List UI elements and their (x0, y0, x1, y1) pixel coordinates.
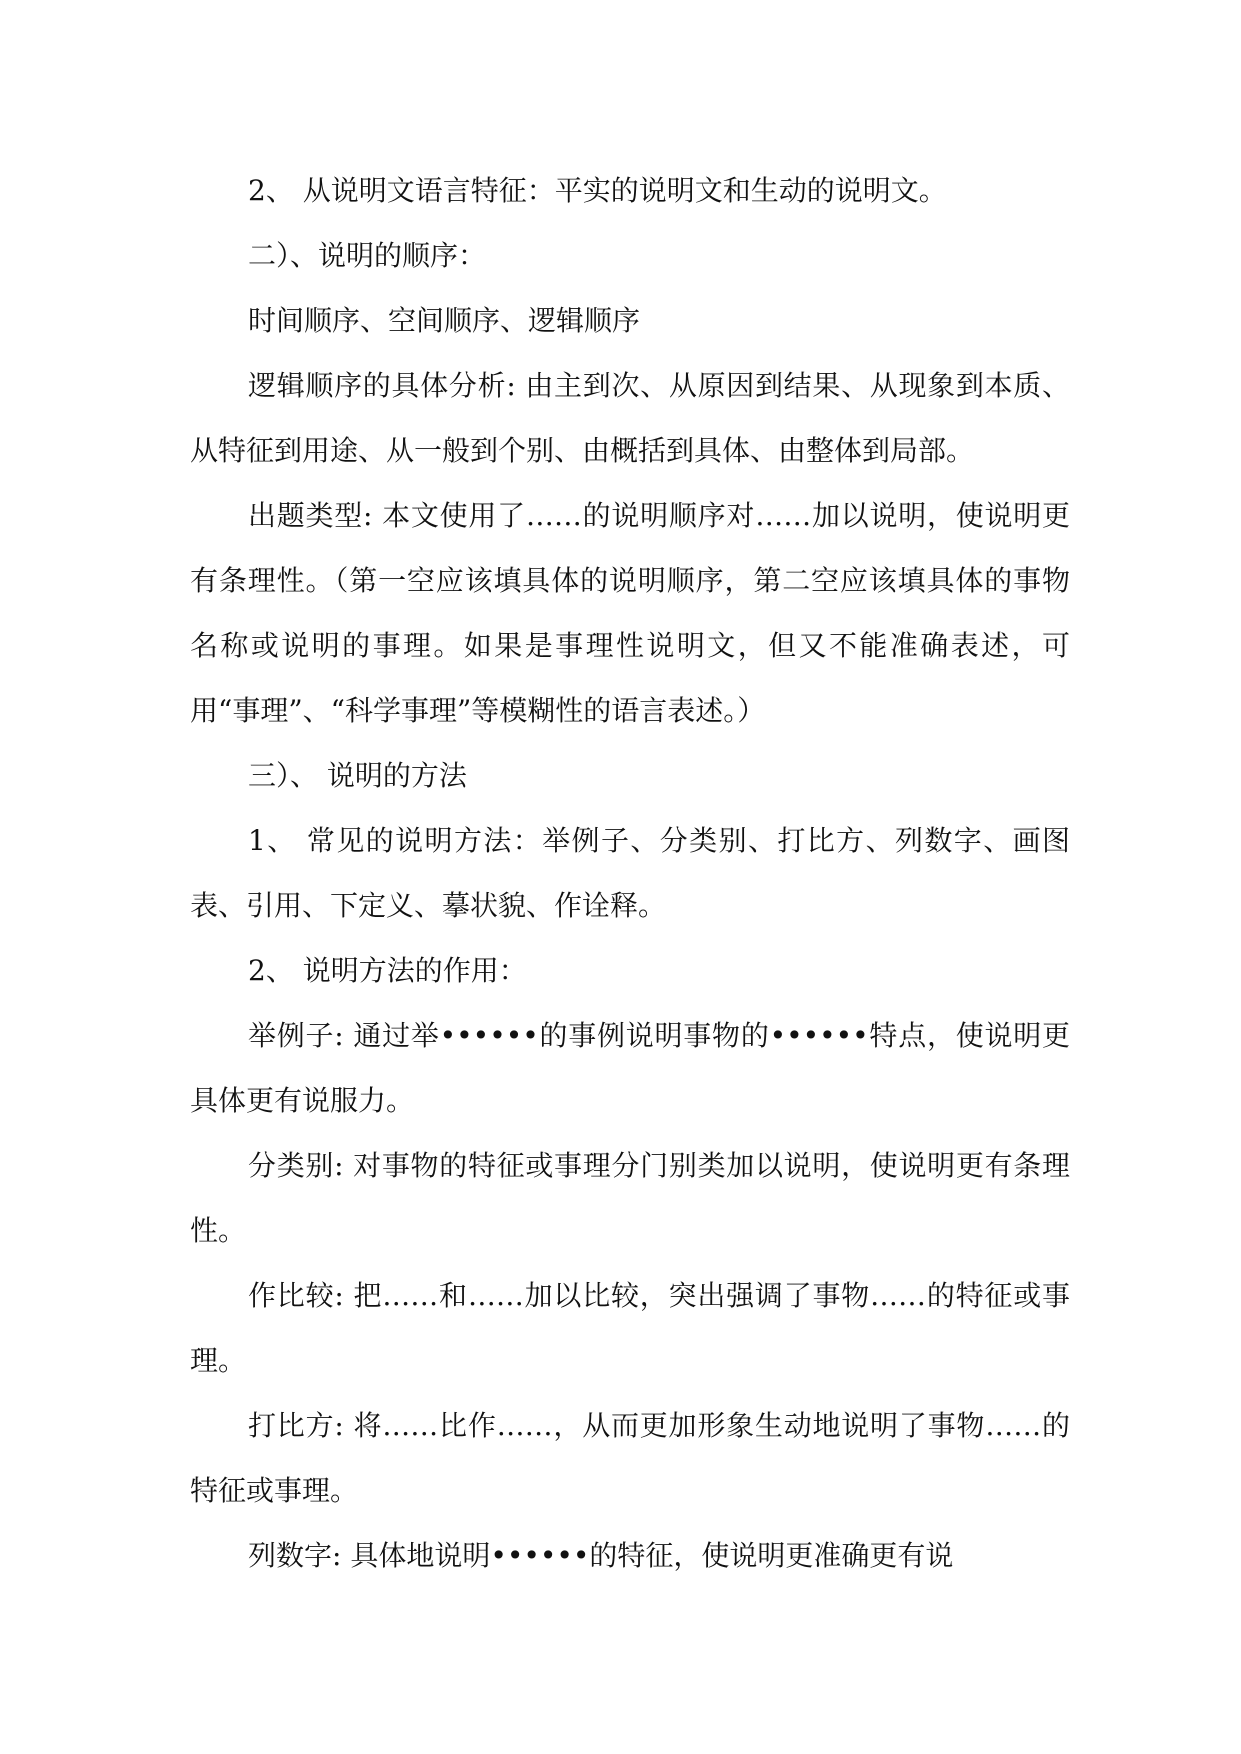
paragraph-classification-method: 分类别: 对事物的特征或事理分门别类加以说明，使说明更有条理性。 (190, 1149, 1070, 1247)
paragraph-language-features: 2、 从说明文语言特征：平实的说明文和生动的说明文。 (248, 174, 947, 207)
paragraph-logical-order-analysis: 逻辑顺序的具体分析: 由主到次、从原因到结果、从现象到本质、从特征到用途、从一般到个别、由概括到具体、由整体到局部。 (190, 369, 1070, 467)
heading-explanation-order: 二）、说明的顺序： (248, 239, 487, 272)
paragraph-analogy-method: 打比方: 将……比作……，从而更加形象生动地说明了事物……的特征或事理。 (190, 1409, 1070, 1507)
paragraph-comparison-method: 作比较: 把……和……加以比较，突出强调了事物……的特征或事理。 (190, 1279, 1070, 1377)
paragraph-order-types: 时间顺序、空间顺序、逻辑顺序 (248, 304, 641, 337)
paragraph-question-type: 出题类型: 本文使用了……的说明顺序对……加以说明，使说明更有条理性。（第一空应该填具体的说明顺序，第二空应该填具体的事物名称或说明的事理。如果是事理性说明文，但又不能准确表述，可用“事理”、“科学事理”等模糊性的语言表述。） (190, 499, 1070, 727)
paragraph-common-methods: 1、 常见的说明方法：举例子、分类别、打比方、列数字、画图表、引用、下定义、摹状貌、作诠释。 (190, 824, 1070, 922)
paragraph-examples-method: 举例子: 通过举••••••的事例说明事物的••••••特点，使说明更具体更有说服力。 (190, 1019, 1070, 1117)
heading-method-effects: 2、 说明方法的作用： (248, 954, 527, 987)
heading-explanation-methods: 三）、 说明的方法 (248, 759, 467, 792)
paragraph-numbers-method: 列数字: 具体地说明••••••的特征，使说明更准确更有说 (248, 1539, 954, 1572)
document-body (190, 158, 1070, 1588)
